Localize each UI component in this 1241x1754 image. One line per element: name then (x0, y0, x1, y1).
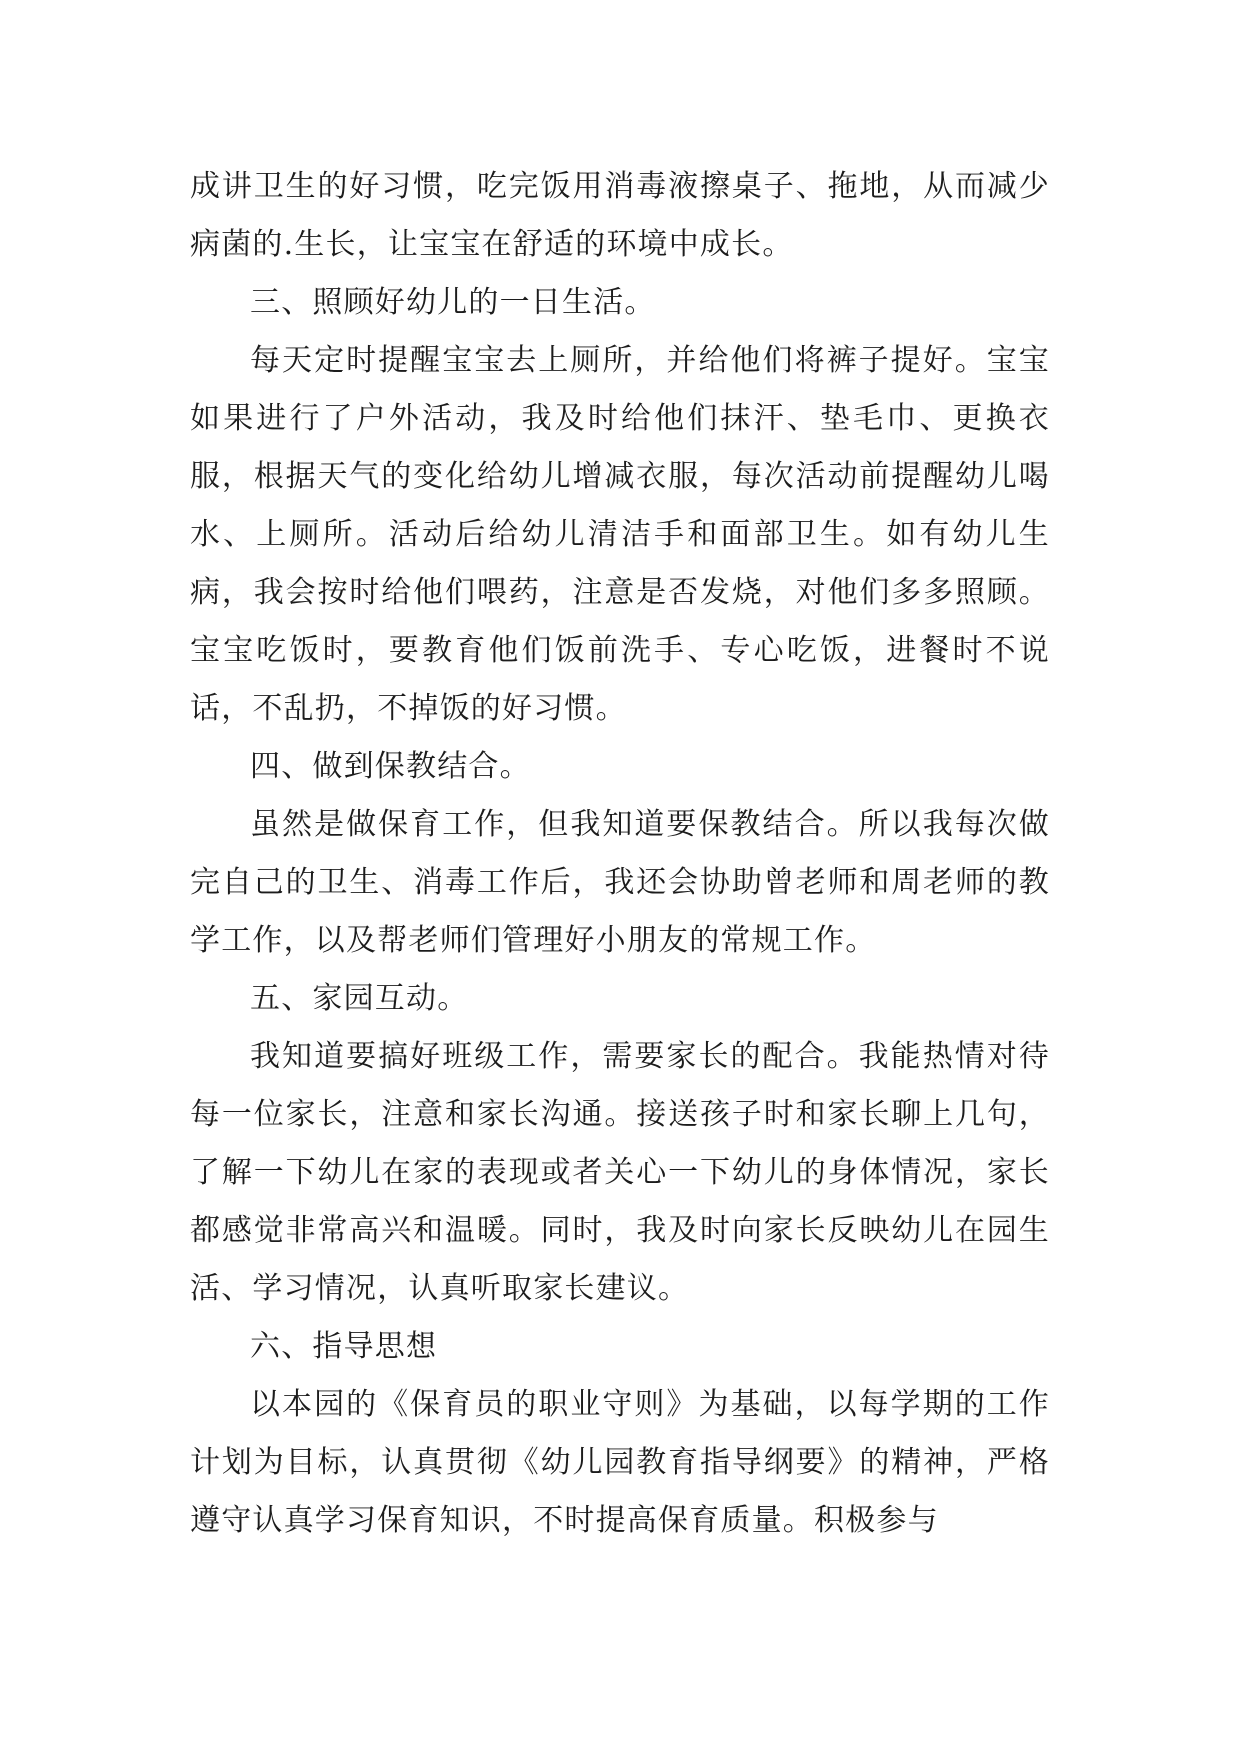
heading-section-5: 五、家园互动。 (250, 981, 469, 1016)
heading-section-4: 四、做到保教结合。 (250, 749, 531, 784)
paragraph-guiding-principle: 以本园的《保育员的职业守则》为基础，以每学期的工作计划为目标，认真贯彻《幼儿园教育指导纲要》的精神，严格遵守认真学习保育知识，不时提高保育质量。积极参与 (190, 1387, 1050, 1538)
document-body (190, 158, 1050, 1550)
heading-section-3: 三、照顾好幼儿的一日生活。 (250, 285, 656, 320)
paragraph-hygiene-continued: 成讲卫生的好习惯，吃完饭用消毒液擦桌子、拖地，从而减少病菌的.生长，让宝宝在舒适的环境中成长。 (190, 169, 1050, 262)
heading-section-6: 六、指导思想 (250, 1329, 438, 1364)
paragraph-daily-care: 每天定时提醒宝宝去上厕所，并给他们将裤子提好。宝宝如果进行了户外活动，我及时给他们抹汗、垫毛巾、更换衣服，根据天气的变化给幼儿增减衣服，每次活动前提醒幼儿喝水、上厕所。活动后给幼儿清洁手和面部卫生。如有幼儿生病，我会按时给他们喂药，注意是否发烧，对他们多多照顾。宝宝吃饭时，要教育他们饭前洗手、专心吃饭，进餐时不说话，不乱扔，不掉饭的好习惯。 (190, 343, 1050, 726)
paragraph-home-school: 我知道要搞好班级工作，需要家长的配合。我能热情对待每一位家长，注意和家长沟通。接送孩子时和家长聊上几句，了解一下幼儿在家的表现或者关心一下幼儿的身体情况，家长都感觉非常高兴和温暖。同时，我及时向家长反映幼儿在园生活、学习情况，认真听取家长建议。 (190, 1039, 1050, 1306)
paragraph-care-and-education: 虽然是做保育工作，但我知道要保教结合。所以我每次做完自己的卫生、消毒工作后，我还会协助曾老师和周老师的教学工作，以及帮老师们管理好小朋友的常规工作。 (190, 807, 1050, 958)
